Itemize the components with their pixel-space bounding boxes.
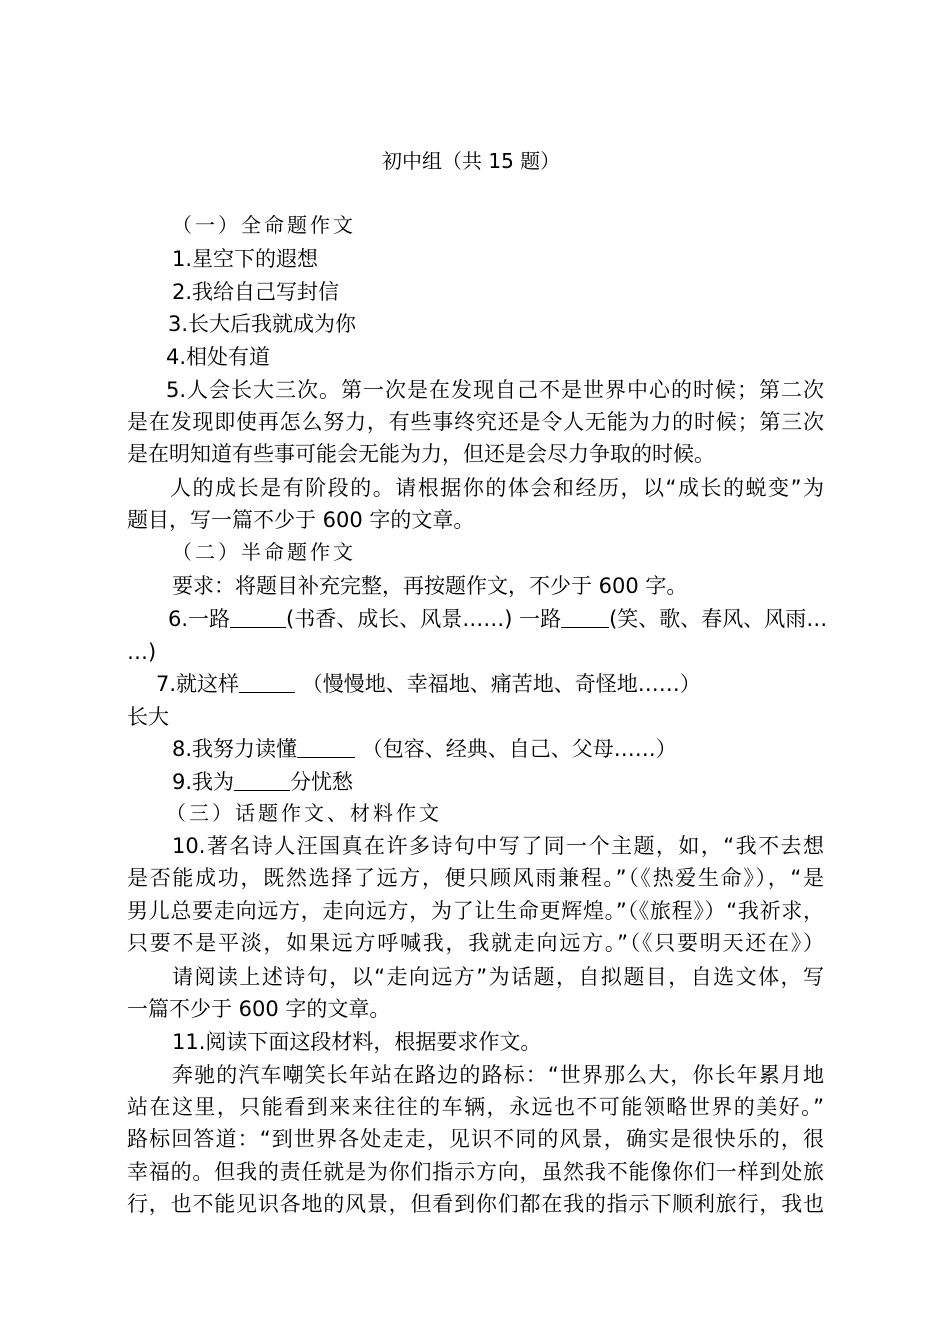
prompt-8 [172,733,677,765]
prompt-7-end: 长大 [127,705,169,729]
prompt-5-line-2: 是在发现即使再怎么努力，有些事终究还是令人无能为力的时候；第三次 [127,410,824,434]
prompt-5-line-3: 是在明知道有些事可能会无能为力，但还是会尽力争取的时候。 [127,442,715,466]
prompt-11-line-6: 行，也不能见识各地的风景，但看到你们都在我的指示下顺利旅行，我也 [127,1192,824,1216]
prompt-5-line-5: 题目，写一篇不少于 600 字的文章。 [127,508,475,532]
prompt-6-blank-1 [230,605,286,628]
prompt-11-line-3: 站在这里，只能看到来来往往的车辆，永远也不可能领略世界的美好。” [127,1095,824,1119]
prompt-6-blank-2 [561,605,609,628]
prompt-10-line-5: 请阅读上述诗句，以“走向远方”为话题，自拟题目，自选文体，写 [172,965,824,989]
section-heading-3: （三）话题作文、材料作文 [166,801,442,825]
prompt-11-line-5: 幸福的。但我的责任就是为你们指示方向，虽然我不能像你们一样到处旅 [127,1160,824,1184]
prompt-4: 4.相处有道 [166,345,271,369]
prompt-6-start: 6.一路 [168,607,231,631]
prompt-2: 2.我给自己写封信 [172,280,340,304]
prompt-9-start: 9.我为 [172,770,235,794]
prompt-7-blank [239,670,295,693]
prompt-10-line-4: 只要不是平淡，如果远方呼喊我，我就走向远方。”（《只要明天还在》） [127,931,824,955]
prompt-6-end: (笑、歌、春风、风雨… [609,607,828,631]
prompt-9 [172,766,353,798]
section-heading-1: （一）全命题作文 [172,213,356,237]
prompt-3: 3.长大后我就成为你 [168,312,357,336]
prompt-8-blank [297,735,355,758]
requirement: 要求：将题目补充完整，再按题作文，不少于 600 字。 [172,574,688,598]
page-title: 初中组（共 15 题） [382,149,561,173]
section-heading-2: （二）半命题作文 [172,540,356,564]
prompt-10-line-6: 一篇不少于 600 字的文章。 [127,997,391,1021]
prompt-6-middle: (书香、成长、风景……) 一路 [286,607,562,631]
prompt-11-line-4: 路标回答道：“到世界各处走走，见识不同的风景，确实是很快乐的，很 [127,1127,824,1151]
prompt-11-line-2: 奔驰的汽车嘲笑长年站在路边的路标：“世界那么大，你长年累月地 [172,1063,824,1087]
prompt-9-blank [234,768,290,791]
prompt-7-options: （慢慢地、幸福地、痛苦地、奇怪地……） [301,672,701,696]
prompt-1: 1.星空下的遐想 [172,247,319,271]
prompt-9-end: 分忧愁 [290,770,354,794]
prompt-7-start: 7.就这样 [156,672,240,696]
prompt-11-line-1: 11.阅读下面这段材料，根据要求作文。 [172,1030,542,1054]
prompt-10-line-1: 10.著名诗人汪国真在许多诗句中写了同一个主题，如，“我不去想 [172,834,824,858]
prompt-8-start: 8.我努力读懂 [172,737,298,761]
prompt-6-continuation: …) [127,640,157,664]
prompt-5-line-1: 5.人会长大三次。第一次是在发现自己不是世界中心的时候；第二次 [166,378,824,402]
prompt-6 [168,603,827,635]
prompt-7 [156,668,701,700]
prompt-10-line-3: 男儿总要走向远方，走向远方，为了让生命更辉煌。”（《旅程》）“我祈求， [127,899,824,923]
prompt-8-options: （包容、经典、自己、父母……） [361,737,677,761]
prompt-5-line-4: 人的成长是有阶段的。请根据你的体会和经历，以“成长的蜕变”为 [170,476,824,500]
prompt-10-line-2: 是否能成功，既然选择了远方，便只顾风雨兼程。”（《热爱生命》），“是 [127,866,824,890]
